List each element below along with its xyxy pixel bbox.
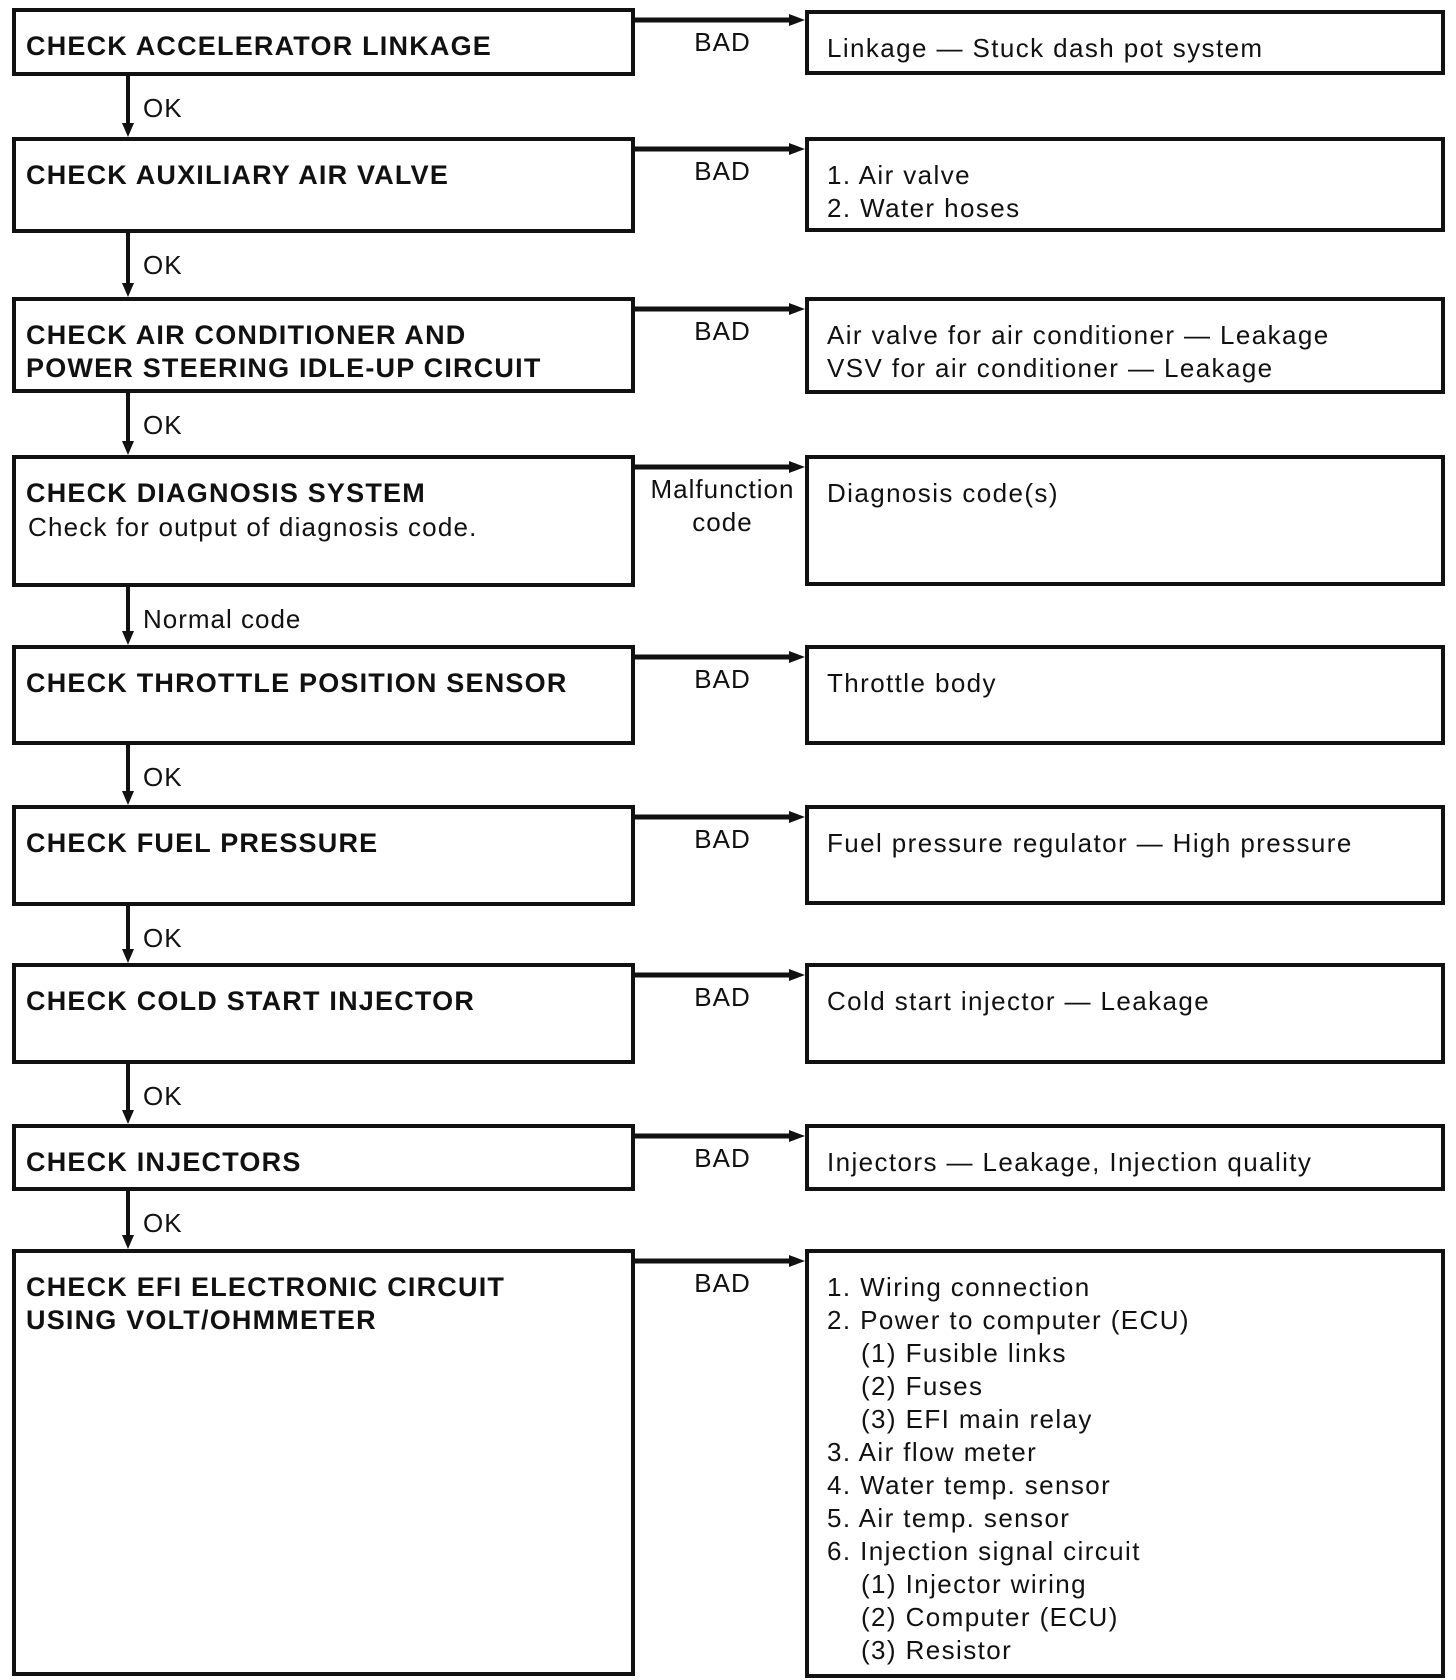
branch-arrowhead <box>789 651 805 663</box>
fault-result-list <box>827 477 1059 510</box>
check-step-title <box>26 985 475 1018</box>
flow-label: OK <box>143 1081 183 1111</box>
fault-result-line: 5. Air temp. sensor <box>827 1503 1071 1533</box>
check-step-box <box>12 137 635 233</box>
branch-arrowhead <box>789 143 805 155</box>
fault-result-box <box>805 805 1445 905</box>
check-step-title-line: CHECK FUEL PRESSURE <box>26 828 379 858</box>
branch-label: BAD <box>694 1268 751 1298</box>
fault-result-list <box>827 827 1353 860</box>
check-step-title <box>26 1146 302 1179</box>
fault-result-line: Injectors — Leakage, Injection quality <box>827 1147 1313 1177</box>
branch-label: BAD <box>694 156 751 186</box>
branch-label: BAD <box>694 982 751 1012</box>
fault-result-line: 2. Power to computer (ECU) <box>827 1305 1190 1335</box>
flow-label: OK <box>143 250 183 280</box>
fault-result-line: (1) Injector wiring <box>861 1569 1087 1599</box>
branch-arrowhead <box>789 1130 805 1142</box>
flow-arrowhead <box>122 441 134 455</box>
branch-label: BAD <box>694 664 751 694</box>
flow-arrowhead <box>122 283 134 297</box>
flow-label: OK <box>143 762 183 792</box>
check-step-instruction: Check for output of diagnosis code. <box>28 512 478 542</box>
check-step-title-line: USING VOLT/OHMMETER <box>26 1305 377 1335</box>
fault-result-box <box>805 137 1445 232</box>
flow-label: OK <box>143 923 183 953</box>
fault-result-line: Throttle body <box>827 668 997 698</box>
branch-label: BAD <box>694 316 751 346</box>
fault-result-box <box>805 963 1445 1064</box>
flow-label: OK <box>143 1208 183 1238</box>
flow-arrowhead <box>122 631 134 645</box>
fault-result-line: (2) Computer (ECU) <box>861 1602 1119 1632</box>
fault-result-line: 2. Water hoses <box>827 193 1021 223</box>
branch-label: BAD <box>694 27 751 57</box>
check-step-title <box>26 319 542 385</box>
fault-result-box <box>805 455 1445 586</box>
check-step-title-line: CHECK INJECTORS <box>26 1147 302 1177</box>
fault-result-box <box>805 1249 1445 1678</box>
fault-result-line: 1. Wiring connection <box>827 1272 1091 1302</box>
fault-result-list <box>827 1271 1190 1667</box>
branch-arrowhead <box>789 969 805 981</box>
branch-arrowhead <box>789 14 805 26</box>
branch-label <box>640 473 805 539</box>
check-step-title-line: CHECK AIR CONDITIONER AND <box>26 320 467 350</box>
fault-result-list <box>827 159 1021 225</box>
flow-label: Normal code <box>143 604 302 634</box>
check-step-title-line: CHECK THROTTLE POSITION SENSOR <box>26 668 568 698</box>
check-step-title <box>26 1271 505 1337</box>
flow-arrowhead <box>122 949 134 963</box>
fault-result-list <box>827 32 1264 65</box>
fault-result-line: Diagnosis code(s) <box>827 478 1059 508</box>
check-step-title <box>26 477 426 510</box>
flow-arrowhead <box>122 1235 134 1249</box>
check-step-box <box>12 297 635 393</box>
fault-result-box <box>805 10 1445 75</box>
check-step-title-line: CHECK ACCELERATOR LINKAGE <box>26 31 493 61</box>
check-step-box <box>12 1249 635 1676</box>
fault-result-line: VSV for air conditioner — Leakage <box>827 353 1274 383</box>
check-step-title-line: CHECK AUXILIARY AIR VALVE <box>26 160 450 190</box>
flow-label: OK <box>143 410 183 440</box>
check-step-title-line: CHECK COLD START INJECTOR <box>26 986 476 1016</box>
check-step-box <box>12 963 635 1064</box>
check-step-title <box>26 30 492 63</box>
branch-label: BAD <box>694 1143 751 1173</box>
flow-arrowhead <box>122 1110 134 1124</box>
fault-result-line: Fuel pressure regulator — High pressure <box>827 828 1353 858</box>
branch-arrowhead <box>789 461 805 473</box>
check-step-box <box>12 8 635 76</box>
fault-result-line: (3) EFI main relay <box>861 1404 1093 1434</box>
fault-result-box <box>805 645 1445 745</box>
fault-result-list <box>827 1146 1312 1179</box>
fault-result-box <box>805 297 1445 394</box>
fault-result-box <box>805 1124 1445 1191</box>
branch-label-line: Malfunction <box>650 474 795 504</box>
branch-arrowhead <box>789 303 805 315</box>
fault-result-line: 1. Air valve <box>827 160 971 190</box>
check-step-title <box>26 667 568 700</box>
fault-result-line: (3) Resistor <box>861 1635 1013 1665</box>
flow-label: OK <box>143 93 183 123</box>
fault-result-line: (1) Fusible links <box>861 1338 1067 1368</box>
fault-result-line: 6. Injection signal circuit <box>827 1536 1141 1566</box>
fault-result-list <box>827 319 1330 385</box>
branch-label-line: code <box>692 507 753 537</box>
fault-result-line: Cold start injector — Leakage <box>827 986 1211 1016</box>
fault-result-line: 3. Air flow meter <box>827 1437 1038 1467</box>
check-step-box <box>12 1124 635 1191</box>
check-step-box <box>12 645 635 745</box>
branch-arrowhead <box>789 811 805 823</box>
flow-arrowhead <box>122 791 134 805</box>
check-step-title <box>26 827 378 860</box>
fault-result-list <box>827 667 997 700</box>
check-step-box <box>12 805 635 906</box>
flow-arrowhead <box>122 123 134 137</box>
check-step-title-line: POWER STEERING IDLE-UP CIRCUIT <box>26 353 542 383</box>
fault-result-line: Air valve for air conditioner — Leakage <box>827 320 1330 350</box>
fault-result-line: (2) Fuses <box>861 1371 984 1401</box>
check-step-title-line: CHECK DIAGNOSIS SYSTEM <box>26 478 426 508</box>
check-step-box <box>12 455 635 587</box>
fault-result-line: Linkage — Stuck dash pot system <box>827 33 1264 63</box>
fault-result-list <box>827 985 1210 1018</box>
branch-arrowhead <box>789 1255 805 1267</box>
branch-label: BAD <box>694 824 751 854</box>
fault-result-line: 4. Water temp. sensor <box>827 1470 1112 1500</box>
check-step-title-line: CHECK EFI ELECTRONIC CIRCUIT <box>26 1272 506 1302</box>
check-step-title <box>26 159 449 192</box>
